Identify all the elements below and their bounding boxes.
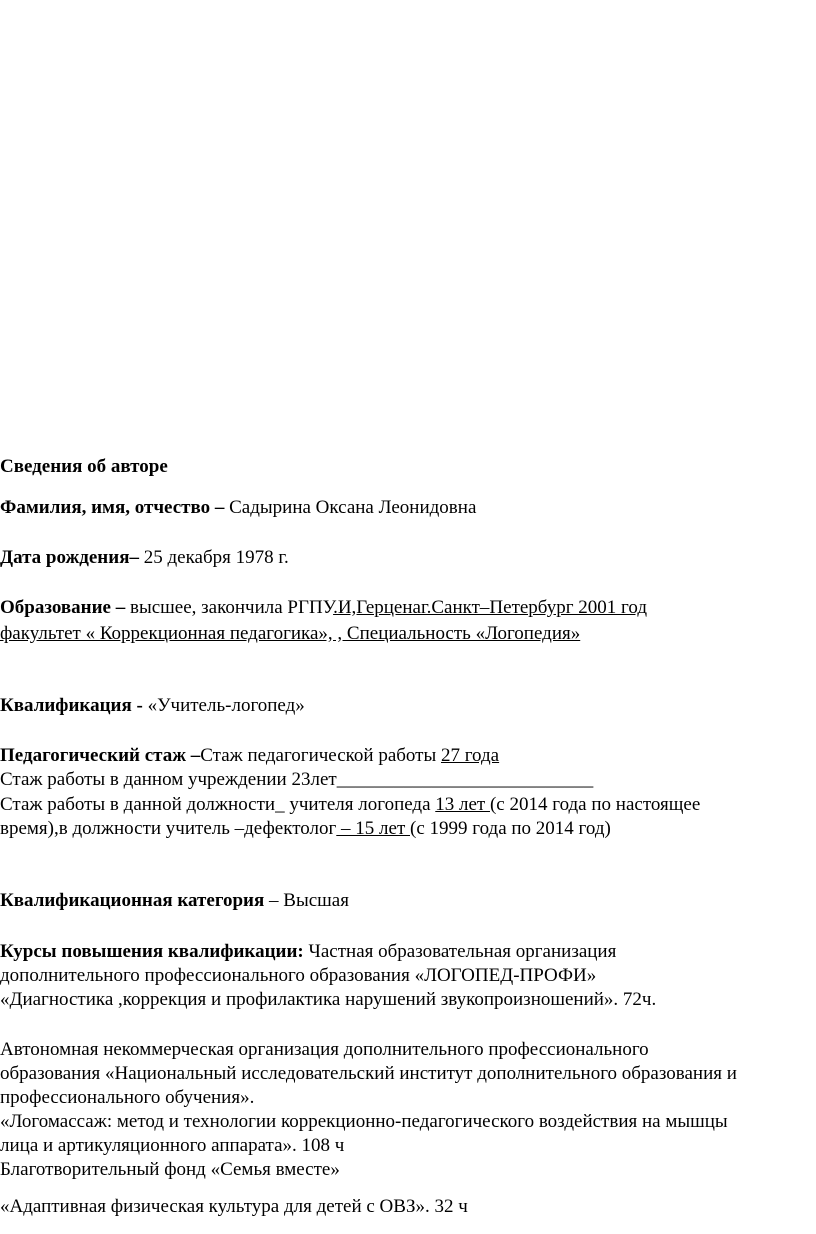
education-value-1-underlined: .И,Герценаг.Санкт–Петербург 2001 год — [333, 597, 647, 618]
experience-line-4 — [0, 817, 611, 841]
experience-label: Педагогический стаж – — [0, 745, 201, 766]
experience-defect-years: – 15 лет — [336, 818, 410, 839]
courses-line-6: профессионального обучения». — [0, 1087, 255, 1108]
courses-line-9: Благотворительный фонд «Семья вместе» — [0, 1159, 340, 1180]
experience-position-years: 13 лет — [435, 794, 490, 815]
fio-separator: – — [210, 497, 230, 518]
birth-value: 25 декабря 1978 г. — [138, 547, 289, 568]
courses-line-4: Автономная некоммерческая организация дополнительного профессионального — [0, 1039, 649, 1060]
fio-line — [0, 496, 476, 520]
courses-line-5: образования «Национальный исследовательский институт дополнительного образования и — [0, 1063, 737, 1084]
courses-line-10: «Адаптивная физическая культура для детей с ОВЗ». 32 ч — [0, 1196, 468, 1217]
experience-defect-period: (с 1999 года по 2014 год) — [410, 818, 611, 839]
courses-label: Курсы повышения квалификации: — [0, 941, 304, 962]
experience-line-3 — [0, 793, 700, 817]
category-label: Квалификационная категория — [0, 890, 265, 911]
courses-line-7: «Логомассаж: метод и технологии коррекционно-педагогического воздействия на мышцы — [0, 1111, 728, 1132]
fio-label: Фамилия, имя, отчество — [0, 497, 211, 518]
experience-value: Стаж педагогической работы — [200, 745, 441, 766]
experience-position-period: (с 2014 года по настоящее — [489, 794, 701, 815]
courses-line-8: лица и артикуляционного аппарата». 108 ч — [0, 1135, 345, 1156]
experience-institution-underline: ___________________________ — [336, 769, 594, 790]
experience-defect-text: время),в должности учитель –дефектолог — [0, 818, 337, 839]
experience-value-underlined: 27 года — [440, 745, 500, 766]
experience-line-1 — [0, 744, 499, 768]
experience-position-text: Стаж работы в данной должности_ учителя логопеда — [0, 794, 436, 815]
category-line — [0, 889, 349, 913]
birth-line — [0, 546, 289, 570]
courses-line-2: дополнительного профессионального образования «ЛОГОПЕД-ПРОФИ» — [0, 965, 597, 986]
courses-line-1 — [0, 940, 616, 964]
category-value: – Высшая — [264, 890, 349, 911]
education-label: Образование – — [0, 597, 126, 618]
experience-line-2 — [0, 768, 593, 792]
qualification-value: «Учитель-логопед» — [142, 695, 305, 716]
education-line-2: факультет « Коррекционная педагогика», , Специальность «Логопедия» — [0, 623, 581, 644]
education-line-1 — [0, 596, 647, 620]
courses-text-1: Частная образовательная организация — [303, 941, 617, 962]
qualification-label: Квалификация - — [0, 695, 143, 716]
education-value-1: высшее, закончила РГПУ — [125, 597, 334, 618]
experience-institution-text: Стаж работы в данном учреждении 23лет — [0, 769, 337, 790]
fio-value: Садырина Оксана Леонидовна — [229, 497, 477, 518]
section-heading: Сведения об авторе — [0, 456, 168, 477]
courses-line-3: «Диагностика ,коррекция и профилактика нарушений звукопроизношений». 72ч. — [0, 989, 657, 1010]
qualification-line — [0, 694, 305, 718]
birth-label: Дата рождения– — [0, 547, 139, 568]
